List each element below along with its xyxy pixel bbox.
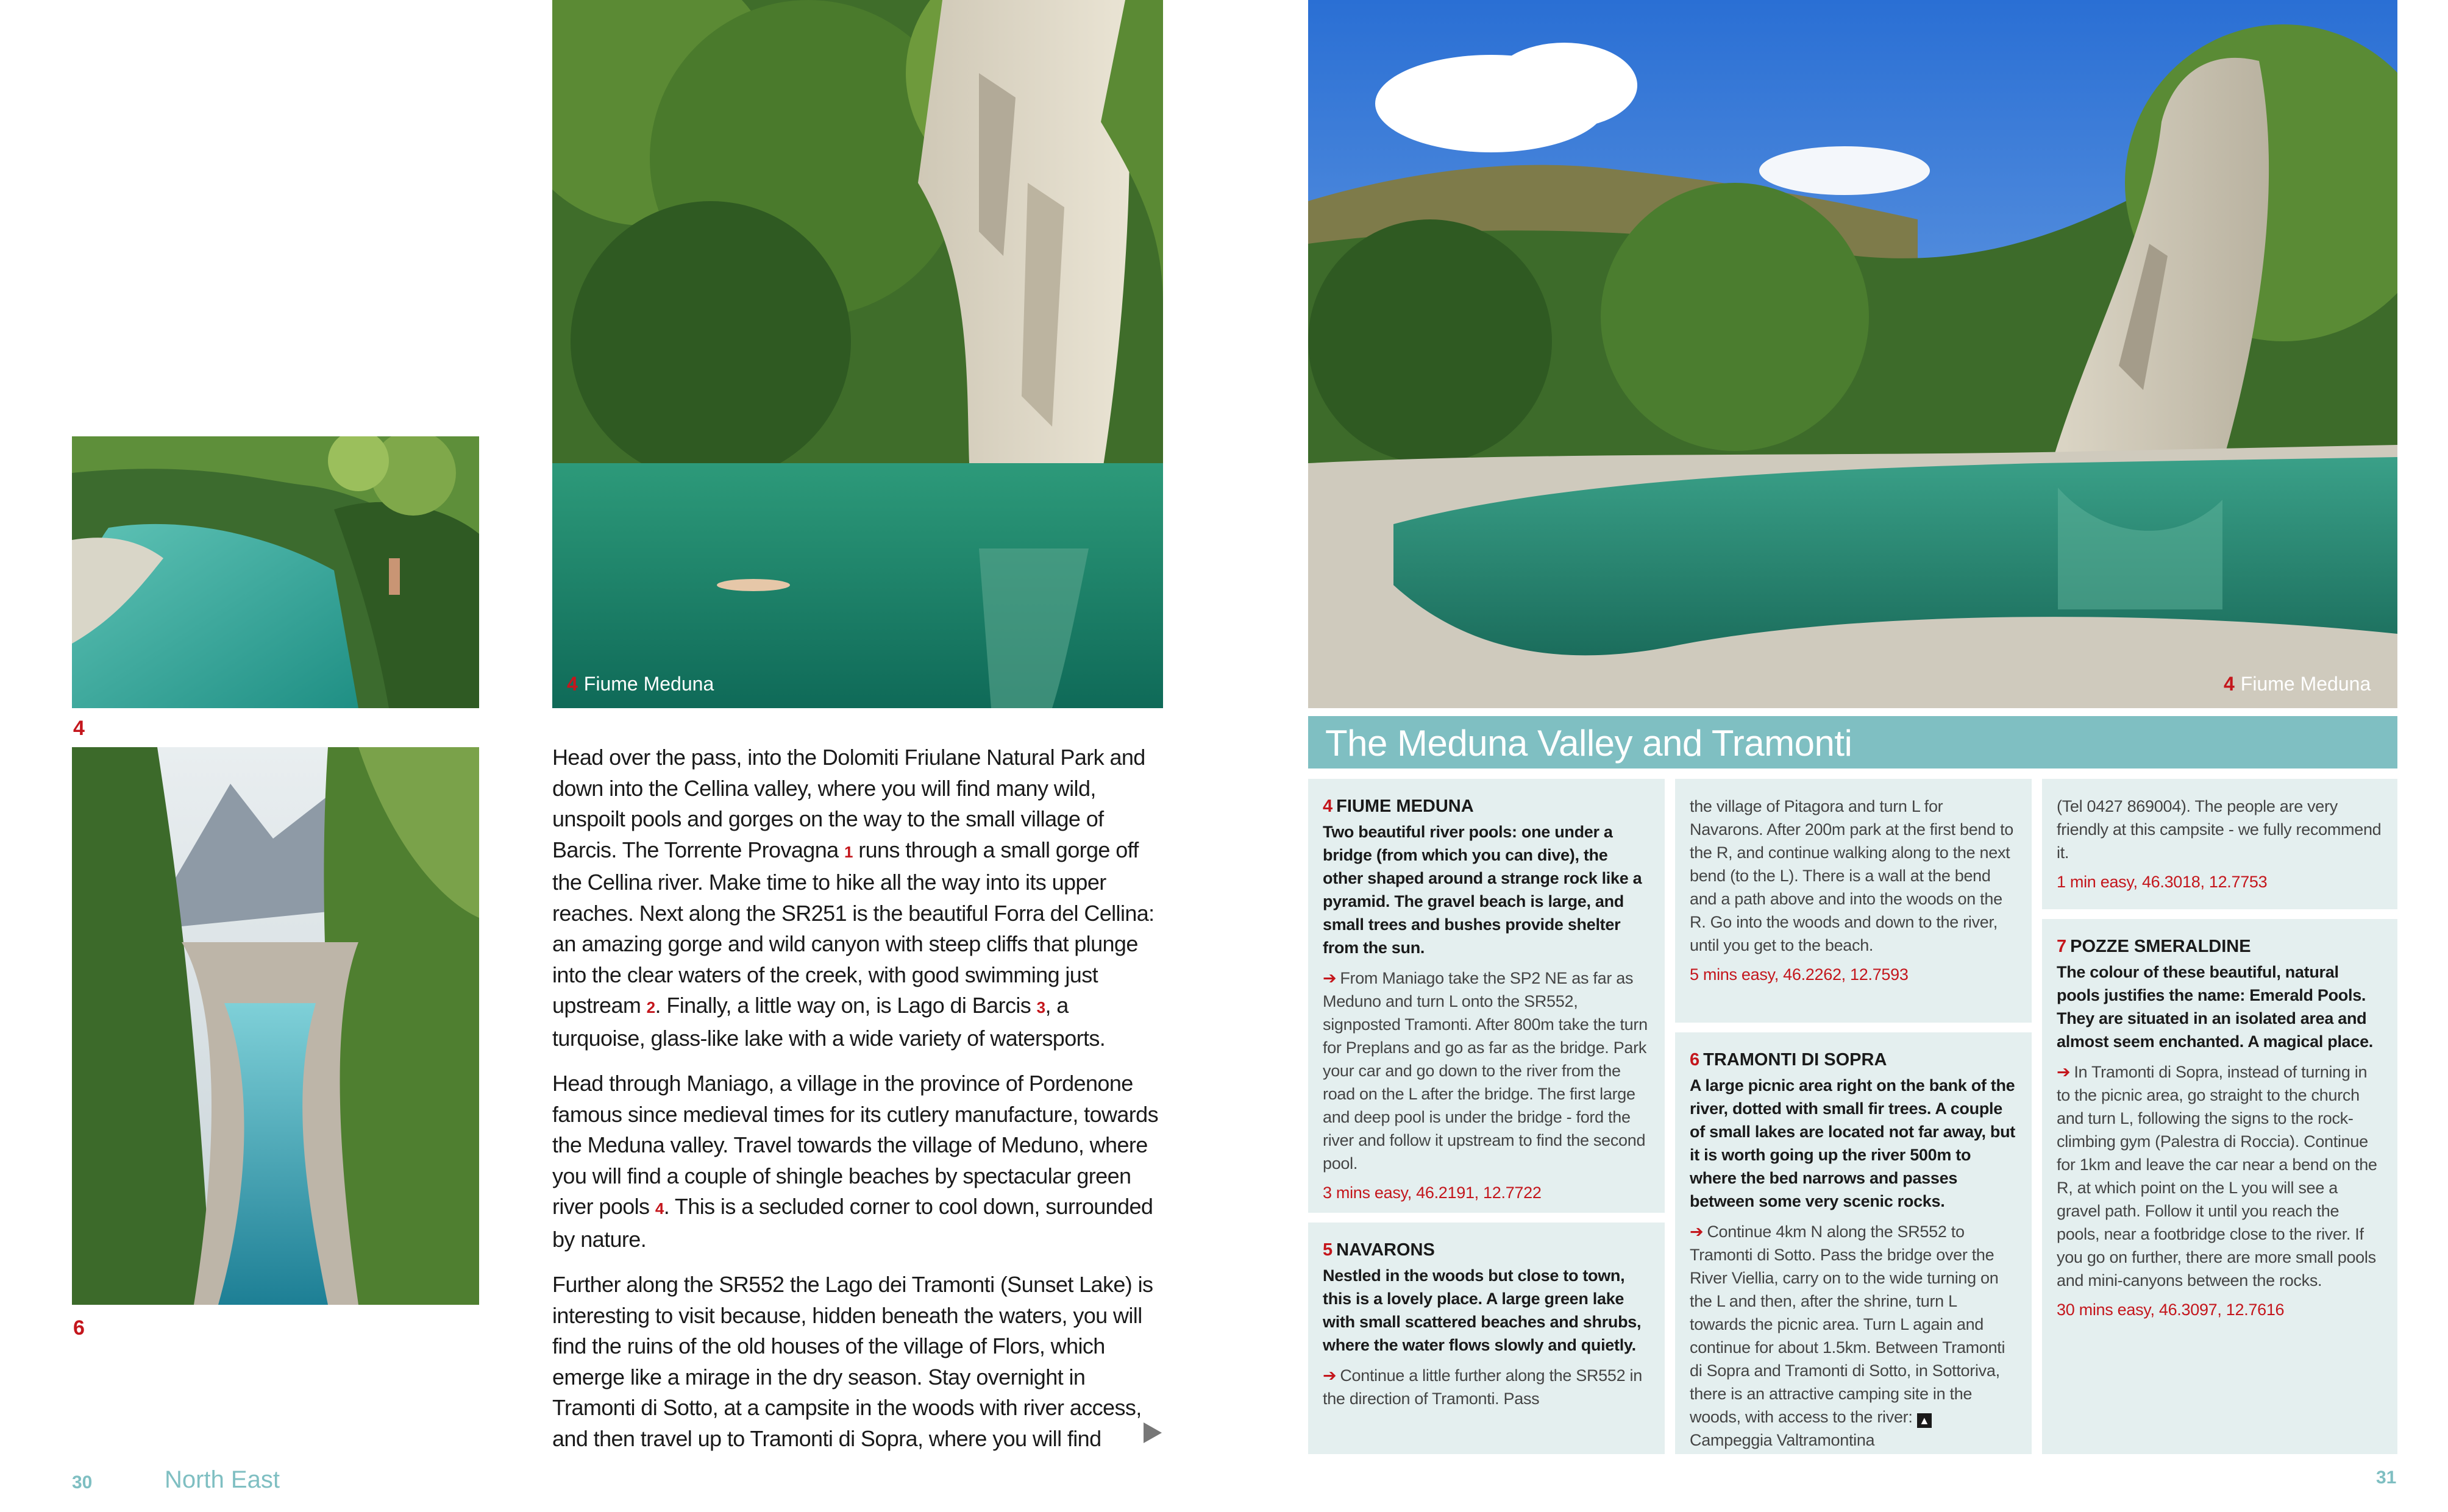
entry-heading [1323,795,1650,818]
entry-description: Two beautiful river pools: one under a bridge (from which you can dive), the other shaped around a strange rock like a pyramid. The gravel beach is large, and small trees and bushes provide shelter from the sun. [1323,823,1642,957]
entry-name: POZZE SMERALDINE [2070,937,2251,956]
caption-number-right: 4 [2224,673,2235,695]
entry-gps: 5 mins easy, 46.2262, 12.7593 [1690,965,1909,984]
entry-directions: ➔ Continue 4km N along the SR552 to Tramonti di Sotto. Pass the bridge over the River Viellia, carry on to the wide turning on the L and then, after the shrine, turn L towards the picnic area. Turn L again and continue for about 1.5km. Between Tramonti di Sopra and Tramonti di Sotto, in Sottoriva, there is an attractive camping site in the woods, with access to the river: ▲Campeggia Valtramontina [1690,1223,2005,1449]
arrow-right-icon: ➔ [1323,969,1337,987]
photo-meduna-panorama [1308,0,2397,708]
intro-text [552,742,1162,1469]
ref-number-1: 1 [844,842,853,861]
photo-caption [567,673,714,695]
entry-name: TRAMONTI DI SOPRA [1703,1050,1887,1070]
entry-directions-continued: (Tel 0427 869004). The people are very friendly at this campsite - we fully recommend it. [2057,797,2382,862]
entry-heading [1690,1048,2017,1071]
intro-paragraph-1: Head over the pass, into the Dolomiti Friulane Natural Park and down into the Cellina valley, where you will find many wild, unspoilt pools and gorges on the way to the small village of Barcis. The Torrente Provagna 1 runs through a small gorge off the Cellina river. Make time to hike all the way into its upper reaches. Next along the SR251 is the beautiful Forra del Cellina: an amazing gorge and wild canyon with steep cliffs that plunge into the clear waters of the creek, with good swimming just upstream 2. Finally, a little way on, is Lago di Barcis 3, a turquoise, glass-like lake with a wide variety of watersports. [552,745,1155,1051]
photo-river-pool-small [72,436,479,708]
entry-gps: 3 mins easy, 46.2191, 12.7722 [1323,1184,1542,1202]
intro-paragraph-2: Head through Maniago, a village in the province of Pordenone famous since medieval times for its cutlery manufacture, towards the Meduna valley. Travel towards the village of Meduno, where you will find a couple of shingle beaches by spectacular green river pools 4. This is a secluded corner to cool down, surrounded by nature. [552,1071,1158,1252]
continue-arrow-icon [1144,1422,1162,1443]
caption-text: Fiume Meduna [583,673,714,695]
campsite-icon: ▲ [1917,1413,1932,1428]
arrow-right-icon: ➔ [2057,1063,2071,1081]
ref-number-4: 4 [655,1199,664,1218]
entry-gps: 1 min easy, 46.3018, 12.7753 [2057,873,2268,891]
entry-description: A large picnic area right on the bank of the river, dotted with small fir trees. A couple of small lakes are located not far away, but it is worth going up the river 500m to where the bed narrows and passes between some very scenic rocks. [1690,1076,2015,1210]
arrow-right-icon: ➔ [1323,1366,1337,1385]
photo-gorge-tall [72,747,479,1305]
photo-fiume-meduna-swimmer [552,0,1163,708]
page-number-left: 30 [72,1472,93,1492]
campsite-name: Campeggia Valtramontina [1690,1431,1875,1449]
entry-name: FIUME MEDUNA [1336,797,1474,816]
caption-number: 4 [567,673,578,695]
entry-directions: ➔ Continue a little further along the SR552 in the direction of Tramonti. Pass [1323,1366,1642,1408]
entry-heading [2057,935,2383,958]
entry-box-navarons-continued [1675,779,2032,1023]
entry-number: 7 [2057,937,2067,956]
photo-number-6: 6 [73,1316,85,1340]
entry-box-tramonti-continued [2042,779,2397,909]
entry-number: 5 [1323,1240,1333,1260]
ref-number-2: 2 [646,998,655,1017]
entry-box-tramonti-di-sopra [1675,1032,2032,1454]
entry-name: NAVARONS [1336,1240,1435,1260]
entry-number: 6 [1690,1050,1700,1070]
entry-gps: 30 mins easy, 46.3097, 12.7616 [2057,1301,2285,1319]
entry-box-fiume-meduna [1308,779,1665,1213]
entry-directions: ➔ From Maniago take the SP2 NE as far as Meduno and turn L onto the SR552, signposted Tramonti. After 800m take the turn for Preplans and go as far as the bridge. Park your car and go down to the river from the road on the L after the bridge. The first large and deep pool is under the bridge - ford the river and follow it upstream to find the second pool. [1323,969,1648,1173]
photo-caption-right [2224,673,2371,695]
entry-box-navarons [1308,1223,1665,1454]
page-title: The Meduna Valley and Tramonti [1325,723,1852,764]
intro-paragraph-3: Further along the SR552 the Lago dei Tramonti (Sunset Lake) is interesting to visit because, hidden beneath the waters, you will find the ruins of the old houses of the village of Flors, which emerge like a mirage in the dry season. Stay overnight in Tramonti di Sotto, at a campsite in the woods with river access, and then travel up to Tramonti di Sopra, where you will find [552,1272,1153,1451]
arrow-right-icon: ➔ [1690,1223,1704,1241]
entry-heading [1323,1238,1650,1262]
section-name: North East [165,1466,280,1493]
ref-number-3: 3 [1036,998,1045,1017]
entry-box-pozze-smeraldine [2042,919,2397,1454]
entry-number: 4 [1323,797,1333,816]
section-title-bar [1308,716,2397,768]
entry-description: Nestled in the woods but close to town, this is a lovely place. A large green lake with small scattered beaches and shrubs, where the water flows slowly and quietly. [1323,1266,1642,1354]
page-number-right: 31 [2376,1468,2397,1488]
caption-text-right: Fiume Meduna [2240,673,2371,695]
entry-directions: ➔ In Tramonti di Sopra, instead of turning in to the picnic area, go straight to the church and turn L, following the signs to the rock-climbing gym (Palestra di Roccia). Continue for 1km and leave the car near a bend on the R, at which point on the L you will see a gravel path. Follow it until you reach the pools, near a footbridge close to the river. If you go on further, there are more small pools and mini-canyons between the rocks. [2057,1063,2377,1290]
entry-directions-continued: the village of Pitagora and turn L for Navarons. After 200m park at the first bend to the R, and continue walking along to the next bend (to the L). There is a wall at the bend and a path above and into the woods on the R. Go into the woods and down to the river, until you get to the beach. [1690,797,2013,954]
entry-description: The colour of these beautiful, natural pools justifies the name: Emerald Pools. They are situated in an isolated area and almost seem enchanted. A magical place. [2057,963,2374,1051]
photo-number-4: 4 [73,717,85,740]
